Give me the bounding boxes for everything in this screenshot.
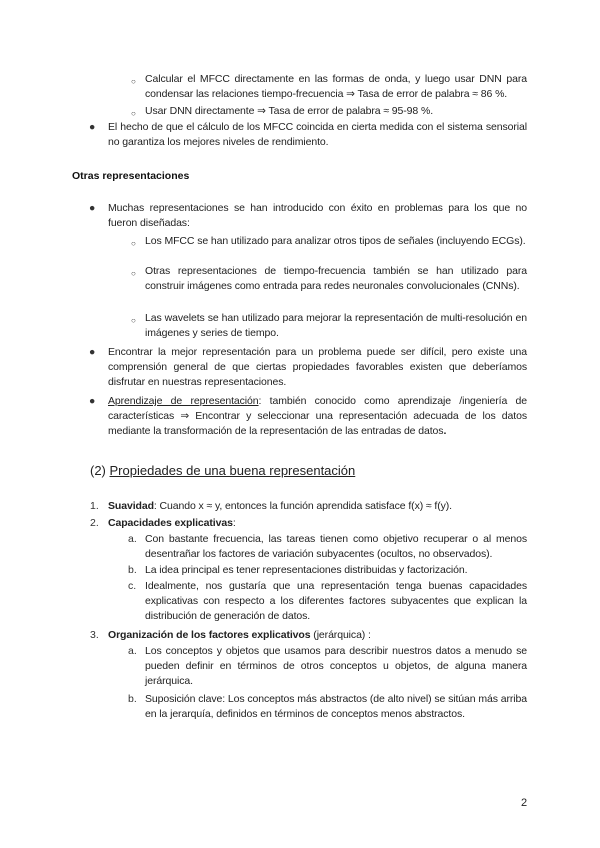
list-item: Con bastante frecuencia, las tareas tienen como objetivo recuperar o al menos desentrañar los factores de variación subyacentes (ocultos, no observados). (145, 533, 527, 560)
circle-bullet-icon: ○ (131, 77, 136, 86)
list-item: La idea principal es tener representaciones distribuidas y factorización. (145, 564, 468, 576)
bullet-icon: ● (89, 121, 96, 133)
list-number: 3. (90, 629, 99, 641)
list-item: Suposición clave: Los conceptos más abstractos (de alto nivel) se sitúan más arriba en la jerarquía, definidos en términos de conceptos menos abstractos. (145, 693, 527, 720)
bullet-icon: ● (89, 202, 96, 214)
list-letter: a. (128, 533, 137, 545)
term-bold: Organización de los factores explicativos (108, 629, 311, 641)
list-item: Los conceptos y objetos que usamos para describir nuestros datos a menudo se pueden definir en términos de otros conceptos u objetos, de alguna manera jerárquica. (145, 645, 527, 687)
list-letter: b. (128, 693, 137, 705)
circle-bullet-icon: ○ (131, 239, 136, 248)
list-item (108, 394, 527, 439)
page-number: 2 (521, 797, 528, 809)
term-bold: Suavidad (108, 500, 154, 512)
list-item: Las wavelets se han utilizado para mejorar la representación de multi-resolución en imágenes y series de tiempo. (145, 312, 527, 339)
list-item (108, 499, 527, 514)
circle-bullet-icon: ○ (131, 316, 136, 325)
list-item: Calcular el MFCC directamente en las formas de onda, y luego usar DNN para condensar las relaciones tiempo-frecuencia ⇒ Tasa de error de palabra ≈ 86 %. (145, 73, 527, 100)
list-number: 2. (90, 517, 99, 529)
list-letter: a. (128, 645, 137, 657)
section-heading (90, 462, 355, 480)
section-title: Propiedades de una buena representación (109, 463, 356, 478)
term-description: : Cuando x ≈ y, entonces la función aprendida satisface f(x) ≈ f(y). (153, 500, 452, 512)
list-letter: b. (128, 564, 137, 576)
term-bold: Capacidades explicativas (108, 517, 233, 529)
list-item: Otras representaciones de tiempo-frecuencia también se han utilizado para construir imágenes como entrada para redes neuronales convolucionales (CNNs). (145, 265, 527, 292)
list-item: Usar DNN directamente ⇒ Tasa de error de palabra ≈ 95-98 %. (145, 105, 434, 117)
circle-bullet-icon: ○ (131, 269, 136, 278)
list-item: Muchas representaciones se han introducido con éxito en problemas para los que no fueron diseñadas: (108, 202, 527, 229)
list-item: Los MFCC se han utilizado para analizar otros tipos de señales (incluyendo ECGs). (145, 235, 526, 247)
bullet-icon: ● (89, 346, 96, 358)
bullet-icon: ● (89, 395, 96, 407)
term-description: : también conocido como aprendizaje /ingeniería de características ⇒ Encontrar y seleccionar una representación adecuada de los datos mediante la transformación de la representación de las entradas de datos (108, 395, 527, 437)
term-underlined: Aprendizaje de representación (108, 395, 259, 407)
list-item (108, 628, 527, 643)
circle-bullet-icon: ○ (131, 109, 136, 118)
list-item: Idealmente, nos gustaría que una representación tenga buenas capacidades explicativas con respecto a los diferentes factores subyacentes que explican la distribución de generación de datos. (145, 580, 527, 622)
list-item (108, 516, 527, 531)
list-number: 1. (90, 500, 99, 512)
term-description: : (232, 517, 236, 529)
period: . (443, 425, 447, 437)
list-letter: c. (128, 580, 137, 592)
subsection-heading: Otras representaciones (72, 170, 190, 182)
list-item: El hecho de que el cálculo de los MFCC coincida en cierta medida con el sistema sensorial no garantiza los mejores niveles de rendimiento. (108, 121, 527, 148)
term-description: (jerárquica) : (310, 629, 371, 641)
section-number: (2) (90, 463, 106, 478)
list-item: Encontrar la mejor representación para un problema puede ser difícil, pero existe una comprensión general de que ciertas propiedades favorables existen que deberíamos disfrutar en nuestras representaciones. (108, 346, 527, 388)
